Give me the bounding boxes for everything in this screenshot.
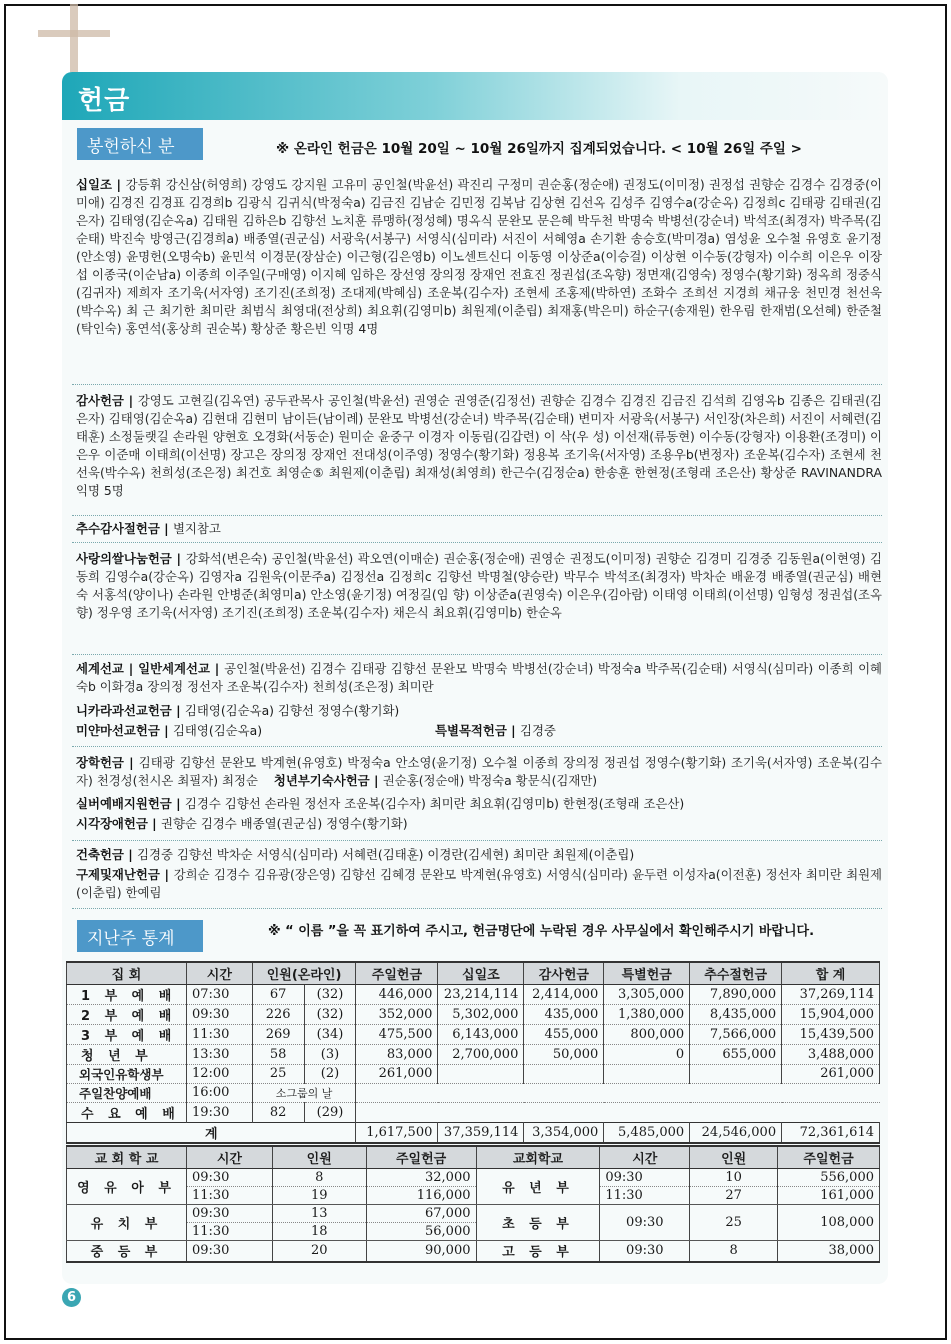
youth-dorm-label: 청년부기숙사헌금	[273, 773, 370, 788]
online-attendance: (32)	[304, 984, 356, 1004]
nicaragua-names: 김태영(김순옥a) 김향선 정영수(황기화)	[184, 703, 400, 718]
harvest-names: 별지참고	[172, 521, 221, 536]
total-thanks: 3,354,000	[524, 1122, 604, 1143]
dept-count: 18	[272, 1222, 366, 1240]
header-cell: 합 계	[782, 962, 880, 984]
header-cell: 주일헌금	[356, 962, 438, 984]
attendance: 58	[252, 1044, 304, 1064]
special-amount: 3,305,000	[604, 984, 690, 1004]
table-row	[67, 1024, 880, 1044]
tithe-amount: 23,214,114	[438, 984, 524, 1004]
header-cell: 주일헌금	[778, 1146, 880, 1168]
scholarship-section: 장학헌금 | 김태광 김향선 문완모 박계현(유영호) 박정숙a 안소영(윤기정) 오수철 이종희 장의정 정권섭 정영수(황기화) 조기욱(서자영) 조운복(김수자) 천경성(천시온 최필자) 최정순 청년부기숙사헌금 | 권순홍(정순애) 박정숙a 황문식(김재만)	[76, 755, 882, 788]
dept-time: 09:30	[600, 1240, 690, 1262]
cross-decoration-vertical	[70, 4, 78, 74]
header-cell: 시간	[600, 1146, 690, 1168]
special-amount	[604, 1064, 690, 1083]
header-cell: 추수절헌금	[690, 962, 782, 984]
table-header-row	[67, 962, 880, 984]
header-cell: 교 회 학 교	[67, 1146, 187, 1168]
table-row	[67, 1004, 880, 1024]
department-name: 중 등 부	[67, 1240, 187, 1262]
row-total: 261,000	[782, 1064, 880, 1083]
myanmar-label: 미얀마선교헌금	[76, 723, 160, 738]
service-time: 11:30	[186, 1024, 252, 1044]
table-row	[67, 1044, 880, 1064]
total-tithe: 37,359,114	[438, 1122, 524, 1143]
harvest-amount: 7,566,000	[690, 1024, 782, 1044]
online-attendance: (29)	[304, 1102, 356, 1122]
special-purpose-names: 김경중	[519, 723, 556, 738]
mission-section: 세계선교 | 일반세계선교 | 공인철(박윤선) 김경수 김태광 김향선 문완모 박명숙 박병선(강순녀) 박정숙a 박주목(김순태) 서영식(심미라) 이종희 이혜숙b 이화경a 장의정 정선자 조운복(김수자) 천희성(조은정) 최미란	[76, 661, 883, 694]
blind-names: 권향순 김경수 배종열(권군심) 정영수(황기화)	[160, 816, 408, 831]
section-chip-stats: 지난주 통계	[77, 920, 203, 952]
nicaragua-row: 니카라과선교헌금 | 김태영(김순옥a) 김향선 정영수(황기화)	[76, 703, 400, 718]
service-time: 07:30	[186, 984, 252, 1004]
header-cell: 십일조	[438, 962, 524, 984]
tithe-amount	[438, 1064, 524, 1083]
attendance: 67	[252, 984, 304, 1004]
thanks-names: 강영도 고현길(김옥연) 공두관목사 공인철(박윤선) 권영순 권영준(김정선) 권향순 김경수 김경진 김금진 김석희 김영옥b 김종은 김태권(김은자) 김태영(김순옥a) 김현대 김현미 남이든(남이례) 문완모 박병선(강순녀) 박주목(김순태) 변미자 서광욱(서봉구) 서인장(차은희) 서진이 서혜련(김태훈) 소정둘랫길 손라원 양현호 오경화(서동순) 원미순 윤중구 이경자 이동림(김갑련) 이 삭(우 성) 이선재(류동현) 이수동(강형자) 이용환(조경미) 이은우 이준매 이태희(이선명) 장고은 장의정 장재언 전대성(이주영) 정영수(황기화) 정용복 조기욱(서자영) 조용우b(변정자) 조운복(김수자) 조현세 천선욱(박수옥) 천희성(조은정) 최건호 최영순⑤ 최원제(이춘립) 최재성(최영희) 한근수(김정순a) 한송훈 한현정(조형래 조은산) 황상준 RAVINANDRA 익명 5명	[76, 393, 883, 498]
separator	[72, 840, 882, 841]
separator	[72, 542, 882, 543]
rice-section: 사랑의쌀나눔헌금 | 강화석(변은숙) 공인철(박윤선) 곽오연(이매순) 권순홍(정순애) 권영순 권정도(이미정) 권향순 김경미 김경중 김동원a(이현영) 김동희 김영수a(강순옥) 김영자a 김원욱(이문주a) 김정선a 김정희c 김향선 박명철(양승란) 박무수 박석조(최경자) 박차순 배윤경 배종열(권군심) 배현숙 서홍석(양이나) 손라원 안병준(최영미a) 안소영(윤기정) 여정길(임 향) 이상준a(권영숙) 이은우(김아람) 이태영 이태희(이선명) 임형성 정권섭(조옥향) 정우영 조기욱(서자영) 조기진(조희정) 조운복(김수자) 채은식 최요휘(김영미b) 한순옥	[76, 551, 882, 620]
dept-offering: 56,000	[366, 1222, 476, 1240]
attendance: 226	[252, 1004, 304, 1024]
tithe-amount: 6,143,000	[438, 1024, 524, 1044]
dept-offering: 556,000	[778, 1168, 880, 1186]
relief-names: 강희순 김경수 김유광(장은영) 김향선 김혜경 문완모 박계현(유영호) 서영식(심미라) 윤두련 이성자a(이전훈) 정선자 최미란 최원제(이춘립) 한예림	[76, 867, 883, 900]
harvest-label: 추수감사절헌금	[76, 521, 160, 536]
rice-label: 사랑의쌀나눔헌금	[76, 551, 172, 566]
special-amount: 0	[604, 1044, 690, 1064]
dept-time: 11:30	[186, 1222, 272, 1240]
special-amount: 1,380,000	[604, 1004, 690, 1024]
grand-total: 72,361,614	[782, 1122, 880, 1143]
mission-names: 공인철(박윤선) 김경수 김태광 김향선 문완모 박명숙 박병선(강순녀) 박정숙a 박주목(김순태) 서영식(심미라) 이종희 이혜숙b 이화경a 장의정 정선자 조운복(김수자) 천희성(조은정) 최미란	[76, 661, 883, 694]
title-banner	[62, 72, 888, 120]
total-row	[67, 1122, 880, 1143]
relief-section: 구제및재난헌금 | 강희순 김경수 김유광(장은영) 김향선 김혜경 문완모 박계현(유영호) 서영식(심미라) 윤두련 이성자a(이전훈) 정선자 최미란 최원제(이춘립) 한예림	[76, 867, 883, 900]
sunday-offering: 446,000	[356, 984, 438, 1004]
header-cell: 시간	[186, 962, 252, 984]
service-name: 수 요 예 배	[67, 1102, 187, 1122]
tithe-section: 십일조 | 강등휘 강신삼(허영희) 강영도 강지원 고유미 공인철(박윤선) 곽진리 구정미 권순홍(정순애) 권정도(이미정) 권정섭 권향순 김경수 김경중(이미애) 김경진 김경표 김경희b 김광식 김귀식(박정숙a) 김금진 김남순 김민정 김복남 김상현 김선옥 김성주 김영수a(강순옥) 김정희c 김태광 김태권(김은자) 김태영(김순옥a) 김태원 김하은b 김향선 노치훈 류맹하(정성혜) 명옥식 문완모 문은혜 박두천 박명숙 박병선(강순녀) 박석조(최경자) 박주목(김순태) 박진숙 방영근(김경희a) 배종열(권군심) 서광욱(서봉구) 서영식(심미라) 서진이 서혜영a 손기환 송승호(박미경a) 염성윤 오수철 유영호 윤기정(안소영) 윤명헌(오명숙b) 윤민석 이경문(장삼순) 이근형(김은영b) 이노센트신디 이동영 이상준a(이승걸) 이상현 이수동(강형자) 이수희 이은우 이장섭 이종국(이순남a) 이종희 이주일(구매영) 이지혜 임하은 장선영 장의정 장재언 전효진 정권섭(조옥향) 정면재(김영숙) 정영수(황기화) 정옥희 정중식(김귀자) 제희자 조기욱(서자영) 조기진(조희정) 조대제(박혜심) 조운복(김수자) 조현세 조홍제(박하연) 조화수 조희선 지경희 채규웅 천민경 천선욱(박수옥) 최 근 최기한 최미란 최범식 최영대(전상희) 최요휘(김영미b) 최원제(이춘립) 최재홍(박은미) 하순구(송재원) 한우림 한재범(오선혜) 한준철(탁인숙) 홍연석(홍상희 권순복) 황상준 황은빈 익명 4명	[76, 177, 882, 336]
department-name: 유 년 부	[476, 1168, 600, 1204]
dept-time: 09:30	[186, 1204, 272, 1222]
service-time: 13:30	[186, 1044, 252, 1064]
silver-label: 실버예배지원헌금	[76, 796, 172, 811]
header-cell: 특별헌금	[604, 962, 690, 984]
table-row	[67, 984, 880, 1004]
service-time: 09:30	[186, 1004, 252, 1024]
tithe-label: 십일조	[76, 177, 112, 192]
rice-names: 강화석(변은숙) 공인철(박윤선) 곽오연(이매순) 권순홍(정순애) 권영순 권정도(이미정) 권향순 김경미 김경중 김동원a(이현영) 김동희 김영수a(강순옥) 김영자a 김원욱(이문주a) 김정선a 김정희c 김향선 박명철(양승란) 박무수 박석조(최경자) 박차순 배윤경 배종열(권군심) 배현숙 서홍석(양이나) 손라원 안병준(최영미a) 안소영(윤기정) 여정길(임 향) 이상준a(권영숙) 이은우(김아람) 이태영 이태희(이선명) 임형성 정권섭(조옥향) 정우영 조기욱(서자영) 조기진(조희정) 조운복(김수자) 채은식 최요휘(김영미b) 한순옥	[76, 551, 882, 620]
building-row: 건축헌금 | 김경중 김향선 박차순 서영식(심미라) 서혜련(김태훈) 이경란(김세현) 최미란 최원제(이춘립)	[76, 847, 635, 862]
row-total: 15,439,500	[782, 1024, 880, 1044]
header-cell: 감사헌금	[524, 962, 604, 984]
empty-cell	[356, 1083, 880, 1102]
blind-row: 시각장애헌금 | 권향순 김경수 배종열(권군심) 정영수(황기화)	[76, 816, 408, 831]
service-time: 19:30	[186, 1102, 252, 1122]
service-name: 2 부 예 배	[67, 1004, 187, 1024]
header-cell: 인원	[272, 1146, 366, 1168]
name-note: ※ “ 이름 ”을 꼭 표기하여 주시고, 헌금명단에 누락된 경우 사무실에서 확인해주시기 바랍니다.	[268, 924, 815, 939]
thanks-amount: 50,000	[524, 1044, 604, 1064]
dept-time: 09:30	[186, 1168, 272, 1186]
silver-names: 김경수 김향선 손라원 정선자 조운복(김수자) 최미란 최요휘(김영미b) 한현정(조형래 조은산)	[184, 796, 685, 811]
mission-label: 세계선교	[76, 661, 124, 676]
building-label: 건축헌금	[76, 847, 124, 862]
scholarship-names: 김태광 김향선 문완모 박계현(유영호) 박정숙a 안소영(윤기정) 오수철 이종희 장의정 정권섭 정영수(황기화) 조기욱(서자영) 조운복(김수자) 천경성(천시온 최필자) 최정순	[76, 755, 882, 788]
row-total: 37,269,114	[782, 984, 880, 1004]
header-cell: 교회학교	[476, 1146, 600, 1168]
special-purpose-label: 특별목적헌금	[435, 723, 507, 738]
total-harvest: 24,546,000	[690, 1122, 782, 1143]
dept-offering: 67,000	[366, 1204, 476, 1222]
empty-cell	[356, 1102, 880, 1122]
cross-decoration-horizontal	[38, 30, 110, 37]
thanks-label: 감사헌금	[76, 393, 124, 408]
table-row	[67, 1102, 880, 1122]
tithe-names: 강등휘 강신삼(허영희) 강영도 강지원 고유미 공인철(박윤선) 곽진리 구정미 권순홍(정순애) 권정도(이미정) 권정섭 권향순 김경수 김경중(이미애) 김경진 김경표 김경희b 김광식 김귀식(박정숙a) 김금진 김남순 김민정 김복남 김상현 김선옥 김성주 김영수a(강순옥) 김정희c 김태광 김태권(김은자) 김태영(김순옥a) 김태원 김하은b 김향선 노치훈 류맹하(정성혜) 명옥식 문완모 문은혜 박두천 박명숙 박병선(강순녀) 박석조(최경자) 박주목(김순태) 박진숙 방영근(김경희a) 배종열(권군심) 서광욱(서봉구) 서영식(심미라) 서진이 서혜영a 손기환 송승호(박미경a) 염성윤 오수철 유영호 윤기정(안소영) 윤명헌(오명숙b) 윤민석 이경문(장삼순) 이근형(김은영b) 이노센트신디 이동영 이상준a(이승걸) 이상현 이수동(강형자) 이수희 이은우 이장섭 이종국(이순남a) 이종희 이주일(구매영) 이지혜 임하은 장선영 장의정 장재언 전효진 정권섭(조옥향) 정면재(김영숙) 정영수(황기화) 정옥희 정중식(김귀자) 제희자 조기욱(서자영) 조기진(조희정) 조대제(박혜심) 조운복(김수자) 조현세 조홍제(박하연) 조화수 조희선 지경희 채규웅 천민경 천선욱(박수옥) 최 근 최기한 최미란 최범식 최영대(전상희) 최요휘(김영미b) 최원제(이춘립) 최재홍(박은미) 하순구(송재원) 한우림 한재범(오선혜) 한준철(탁인숙) 홍연석(홍상희 권순복) 황상준 황은빈 익명 4명	[76, 177, 882, 336]
dept-time: 09:30	[600, 1168, 690, 1186]
weekly-stats-table	[66, 961, 880, 1144]
header-cell: 주일헌금	[366, 1146, 476, 1168]
dept-count: 27	[690, 1186, 778, 1204]
dept-time: 09:30	[600, 1204, 690, 1240]
attendance: 25	[252, 1064, 304, 1083]
separator	[72, 908, 882, 909]
thanks-amount: 455,000	[524, 1024, 604, 1044]
table-header-row	[67, 1146, 880, 1168]
table-row	[67, 1186, 880, 1204]
harvest-amount: 8,435,000	[690, 1004, 782, 1024]
dept-offering: 161,000	[778, 1186, 880, 1204]
sunday-offering: 83,000	[356, 1044, 438, 1064]
dept-offering: 32,000	[366, 1168, 476, 1186]
department-name: 영 유 아 부	[67, 1168, 187, 1204]
tithe-amount: 2,700,000	[438, 1044, 524, 1064]
attendance: 82	[252, 1102, 304, 1122]
table-row	[67, 1083, 880, 1102]
online-attendance: (3)	[304, 1044, 356, 1064]
service-name: 외국인유학생부	[67, 1064, 187, 1083]
silver-row: 실버예배지원헌금 | 김경수 김향선 손라원 정선자 조운복(김수자) 최미란 최요휘(김영미b) 한현정(조형래 조은산)	[76, 796, 685, 811]
myanmar-row: 미얀마선교헌금 | 김태영(김순옥a)	[76, 723, 263, 738]
online-attendance: (34)	[304, 1024, 356, 1044]
total-sunday: 1,617,500	[356, 1122, 438, 1143]
service-name: 1 부 예 배	[67, 984, 187, 1004]
dept-count: 13	[272, 1204, 366, 1222]
dept-offering: 116,000	[366, 1186, 476, 1204]
department-name: 초 등 부	[476, 1204, 600, 1240]
sunday-offering: 475,500	[356, 1024, 438, 1044]
thanks-amount	[524, 1064, 604, 1083]
thanks-amount: 2,414,000	[524, 984, 604, 1004]
dept-count: 19	[272, 1186, 366, 1204]
dept-count: 8	[690, 1240, 778, 1262]
page-title: 헌금	[78, 86, 131, 116]
nicaragua-label: 니카라과선교헌금	[76, 703, 172, 718]
header-cell: 인원(온라인)	[252, 962, 356, 984]
dept-count: 10	[690, 1168, 778, 1186]
attendance-note: 소그룹의 날	[252, 1083, 356, 1102]
dept-time: 09:30	[186, 1240, 272, 1262]
separator	[72, 515, 882, 516]
online-attendance: (32)	[304, 1004, 356, 1024]
department-name: 유 치 부	[67, 1204, 187, 1240]
table-row	[67, 1168, 880, 1186]
attendance: 269	[252, 1024, 304, 1044]
harvest-amount	[690, 1064, 782, 1083]
separator	[72, 654, 882, 655]
total-special: 5,485,000	[604, 1122, 690, 1143]
thanks-amount: 435,000	[524, 1004, 604, 1024]
special-amount: 800,000	[604, 1024, 690, 1044]
tithe-amount: 5,302,000	[438, 1004, 524, 1024]
header-cell: 인원	[690, 1146, 778, 1168]
online-offering-note: ※ 온라인 헌금은 10월 20일 ~ 10월 26일까지 집계되었습니다. < 10월 26일 주일 >	[276, 141, 802, 157]
dept-offering: 90,000	[366, 1240, 476, 1262]
harvest-amount: 655,000	[690, 1044, 782, 1064]
header-cell: 시간	[186, 1146, 272, 1168]
department-name: 고 등 부	[476, 1240, 600, 1262]
dept-time: 11:30	[186, 1186, 272, 1204]
separator	[72, 746, 882, 747]
dept-count: 25	[690, 1204, 778, 1240]
building-names: 김경중 김향선 박차순 서영식(심미라) 서혜련(김태훈) 이경란(김세현) 최미란 최원제(이춘립)	[137, 847, 635, 862]
table-row	[67, 1064, 880, 1083]
service-name: 주일찬양예배	[67, 1083, 187, 1102]
dept-time: 11:30	[600, 1186, 690, 1204]
row-total: 3,488,000	[782, 1044, 880, 1064]
mission-sublabel: 일반세계선교	[138, 661, 210, 676]
blind-label: 시각장애헌금	[76, 816, 148, 831]
special-purpose-row: 특별목적헌금 | 김경중	[435, 723, 556, 738]
scholarship-label: 장학헌금	[76, 755, 124, 770]
harvest-section: 추수감사절헌금 | 별지참고	[76, 521, 221, 536]
table-row	[67, 1204, 880, 1222]
service-name: 3 부 예 배	[67, 1024, 187, 1044]
sunday-offering: 352,000	[356, 1004, 438, 1024]
youth-dorm-names: 권순홍(정순애) 박정숙a 황문식(김재만)	[382, 773, 598, 788]
page-number: 6	[62, 1288, 81, 1307]
row-total: 15,904,000	[782, 1004, 880, 1024]
separator	[72, 384, 882, 385]
service-name: 청 년 부	[67, 1044, 187, 1064]
dept-count: 8	[272, 1168, 366, 1186]
harvest-amount: 7,890,000	[690, 984, 782, 1004]
relief-label: 구제및재난헌금	[76, 867, 160, 882]
church-school-table	[66, 1145, 880, 1263]
dept-offering: 38,000	[778, 1240, 880, 1262]
header-cell: 집 회	[67, 962, 187, 984]
sunday-offering: 261,000	[356, 1064, 438, 1083]
section-chip-donors: 봉헌하신 분	[77, 128, 203, 160]
service-time: 16:00	[186, 1083, 252, 1102]
dept-count: 20	[272, 1240, 366, 1262]
total-label: 계	[67, 1122, 356, 1143]
table-row	[67, 1240, 880, 1262]
online-attendance: (2)	[304, 1064, 356, 1083]
service-time: 12:00	[186, 1064, 252, 1083]
dept-offering: 108,000	[778, 1204, 880, 1240]
myanmar-names: 김태영(김순옥a)	[172, 723, 263, 738]
thanks-section: 감사헌금 | 강영도 고현길(김옥연) 공두관목사 공인철(박윤선) 권영순 권영준(김정선) 권향순 김경수 김경진 김금진 김석희 김영옥b 김종은 김태권(김은자) 김태영(김순옥a) 김현대 김현미 남이든(남이례) 문완모 박병선(강순녀) 박주목(김순태) 변미자 서광욱(서봉구) 서인장(차은희) 서진이 서혜련(김태훈) 소정둘랫길 손라원 양현호 오경화(서동순) 원미순 윤중구 이경자 이동림(김갑련) 이 삭(우 성) 이선재(류동현) 이수동(강형자) 이용환(조경미) 이은우 이준매 이태희(이선명) 장고은 장의정 장재언 전대성(이주영) 정영수(황기화) 정용복 조기욱(서자영) 조용우b(변정자) 조운복(김수자) 조현세 천선욱(박수옥) 천희성(조은정) 최건호 최영순⑤ 최원제(이춘립) 최재성(최영희) 한근수(김정순a) 한송훈 한현정(조형래 조은산) 황상준 RAVINANDRA 익명 5명	[76, 393, 883, 498]
